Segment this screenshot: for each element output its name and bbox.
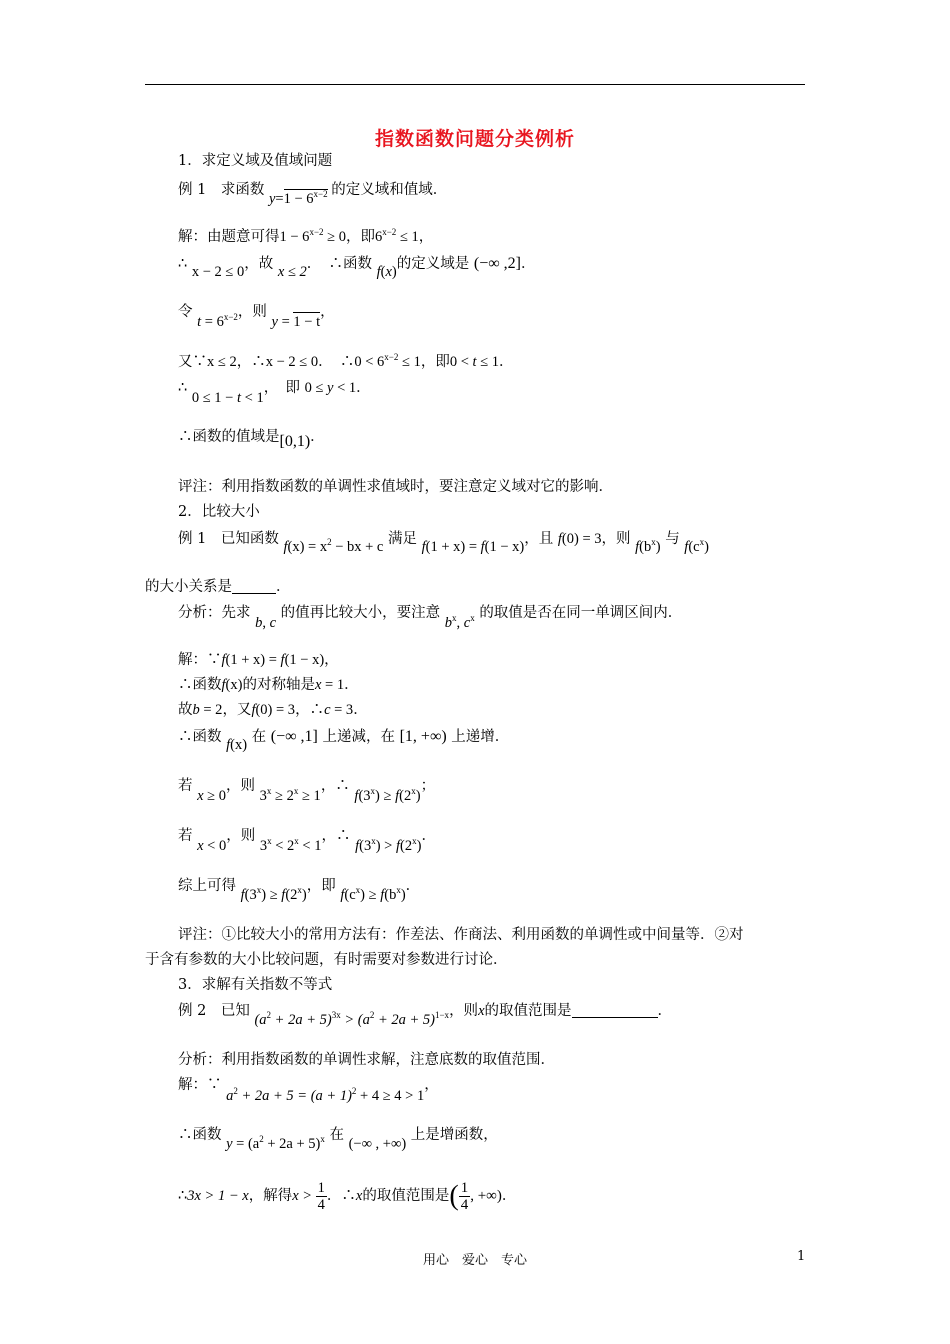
conclusion-line: 综上可得 $f(3^x) \ge f(2^x)$，即 $f(c^x) \ge f(b^x)$．	[178, 878, 421, 903]
comparison-question: 的大小关系是 ．	[145, 579, 291, 595]
solution-2-line-3: 故b = 2，又f(0) = 3，∴c = 3．	[178, 702, 368, 718]
example-2-line: 例 1 已知函数 $f(x) = x^2$ − bx + c 满足 f(1 + x) = f(1 − x)，且 f(0) = 3，则 $f(b^x)$ 与 $f(c^x)$	[178, 531, 709, 555]
remark-2-line-1: 评注：①比较大小的常用方法有：作差法、作商法、利用函数的单调性或中间量等．②对	[178, 927, 744, 943]
solution-2-line-4: ∴函数 f(x) 在 (−∞ ,1] 上递减，在 [1, +∞) 上递增．	[178, 728, 510, 753]
solution-2-line-2: ∴函数f(x)的对称轴是x = 1．	[178, 677, 359, 693]
page-number: 1	[797, 1249, 806, 1264]
remark-1: 评注：利用指数函数的单调性求值域时，要注意定义域对它的影响．	[178, 479, 613, 495]
solution-2-line-1: 解：∵f(1 + x) = f(1 − x)，	[178, 652, 339, 668]
section-1-heading: 1．求定义域及值域问题	[178, 153, 333, 169]
math-sqrt-expr: $y=1 - 6^{x-2}$	[268, 189, 328, 207]
document-title: 指数函数问题分类例析	[374, 128, 575, 150]
solution-3-line-3: ∴3x > 1 − x，解得x > $\frac{1}{4}$ ．∴x的取值范围是( $\frac{1}{4}$ , +∞)．	[178, 1180, 517, 1214]
solution-line-5: ∴ 0 ≤ 1 − t < 1， 即 0 ≤ y < 1．	[178, 380, 371, 406]
case-1-line: 若 x ≥ 0，则 $3^x \ge 2^x \ge 1$，∴ $f(3^x) \ge f(2^x)$；	[178, 778, 436, 804]
let-t-line: 令 $t = 6^{x-2}$，则 y = 1 − t，	[178, 304, 335, 330]
example-3-line: 例 2 已知 $(a^2 + 2a + 5)^{3x} > (a^2 + 2a + 5)^{1-x}$，则x的取值范围是 ．	[178, 1003, 672, 1028]
remark-2-line-2: 于含有参数的大小比较问题，有时需要对参数进行讨论．	[145, 952, 508, 968]
solution-line-1: 解：由题意可得$1 - 6^{x-2} \ge 0$，即$6^{x-2} \le 1$，	[178, 227, 434, 245]
solution-3-line-2: ∴函数 $y = (a^2 + 2a + 5)^x$ 在 (−∞ , +∞) 上是增函数，	[178, 1127, 498, 1152]
example-1-line: 例 1 求函数 $y=1 - 6^{x-2}$ 的定义域和值域．	[178, 182, 448, 207]
range-line: ∴函数的值域是[0,1)．	[178, 429, 325, 450]
section-3-heading: 3．求解有关指数不等式	[178, 977, 333, 993]
section-2-heading: 2．比较大小	[178, 504, 260, 520]
analysis-3: 分析：利用指数函数的单调性求解，注意底数的取值范围．	[178, 1052, 555, 1068]
solution-3-line-1: 解：∵ $a^2 + 2a + 5 = (a + 1)^2 + 4 \ge 4 > 1$，	[178, 1077, 439, 1104]
page-footer: 用心 爱心 专心	[422, 1253, 527, 1268]
analysis-2: 分析：先求 b, c 的值再比较大小，要注意 $b^x$, $c^x$ 的取值是否在同一单调区间内．	[178, 605, 683, 631]
solution-line-4: 又∵x ≤ 2，∴x − 2 ≤ 0． ∴0 < $6^{x-2} \le 1$，即0 < t ≤ 1．	[178, 352, 514, 370]
case-2-line: 若 x < 0，则 $3^x < 2^x < 1$，∴ $f(3^x) > f(2^x)$．	[178, 828, 436, 854]
solution-line-2: ∴ x − 2 ≤ 0，故 x ≤ 2． ∴函数 f(x)的定义域是 (−∞ ,2]．	[178, 255, 536, 280]
header-rule	[145, 84, 805, 85]
